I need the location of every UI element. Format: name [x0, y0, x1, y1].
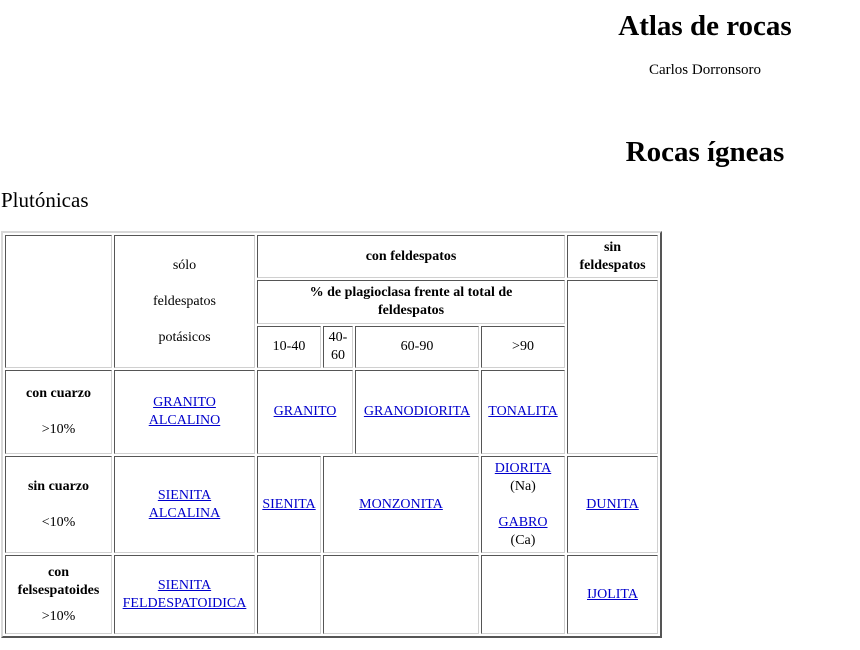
link-gabro[interactable]: GABRO: [498, 514, 548, 530]
range-40-60: 40- 60: [323, 326, 353, 368]
cell-granito: [257, 370, 353, 454]
cell-dunita: [567, 456, 658, 553]
cell-granodiorita: [355, 370, 479, 454]
row-label-con-feldespatoides: con felsespatoides >10%: [5, 555, 112, 634]
ca-label: (Ca): [510, 532, 536, 548]
header-sin-feldespatos: sin feldespatos: [567, 235, 658, 278]
empty-sin-feld-upper: [567, 280, 658, 454]
header-con-feldespatos: con feldespatos: [257, 235, 565, 278]
link-sienita[interactable]: SIENITA: [262, 496, 316, 512]
empty-cell: [481, 555, 565, 634]
link-granodiorita[interactable]: GRANODIORITA: [363, 404, 471, 419]
cell-ijolita: [567, 555, 658, 634]
header-solo-feldespatos: sólo feldespatos potásicos: [114, 235, 255, 368]
cell-monzonita: [323, 456, 479, 553]
cell-tonalita: [481, 370, 565, 454]
link-diorita[interactable]: DIORITA: [494, 460, 552, 476]
empty-cell: [257, 555, 321, 634]
cell-sienita: [257, 456, 321, 553]
empty-cell: [323, 555, 479, 634]
range-60-90: 60-90: [355, 326, 479, 368]
range-over-90: >90: [481, 326, 565, 368]
classification-table: [1, 231, 662, 638]
link-ijolita[interactable]: IJOLITA: [587, 586, 638, 602]
link-tonalita[interactable]: TONALITA: [488, 404, 558, 419]
link-granito[interactable]: GRANITO: [273, 404, 337, 419]
link-granito-alcalino[interactable]: GRANITO ALCALINO: [148, 395, 221, 428]
cell-granito-alcalino: [114, 370, 255, 454]
row-label-sin-cuarzo: sin cuarzo <10%: [5, 456, 112, 553]
cell-sienita-alcalina: [114, 456, 255, 553]
link-sienita-alcalina[interactable]: SIENITA ALCALINA: [148, 487, 221, 521]
section-title: Rocas ígneas: [625, 136, 785, 168]
header-plagioclasa: % de plagioclasa frente al total de feldespatos: [257, 280, 565, 324]
corner-cell: [5, 235, 112, 368]
subsection-title: Plutónicas: [1, 188, 89, 212]
cell-diorita-gabro: [481, 456, 565, 553]
link-monzonita[interactable]: MONZONITA: [359, 496, 443, 512]
link-sienita-feldespatoidica[interactable]: SIENITA FELDESPATOIDICA: [122, 577, 247, 611]
row-label-con-cuarzo: con cuarzo >10%: [5, 370, 112, 454]
link-dunita[interactable]: DUNITA: [586, 496, 639, 512]
na-label: (Na): [510, 478, 536, 494]
author-name: Carlos Dorronsoro: [648, 62, 762, 78]
range-10-40: 10-40: [257, 326, 321, 368]
page-title: Atlas de rocas: [618, 10, 792, 42]
cell-sienita-feldespatoidica: [114, 555, 255, 634]
